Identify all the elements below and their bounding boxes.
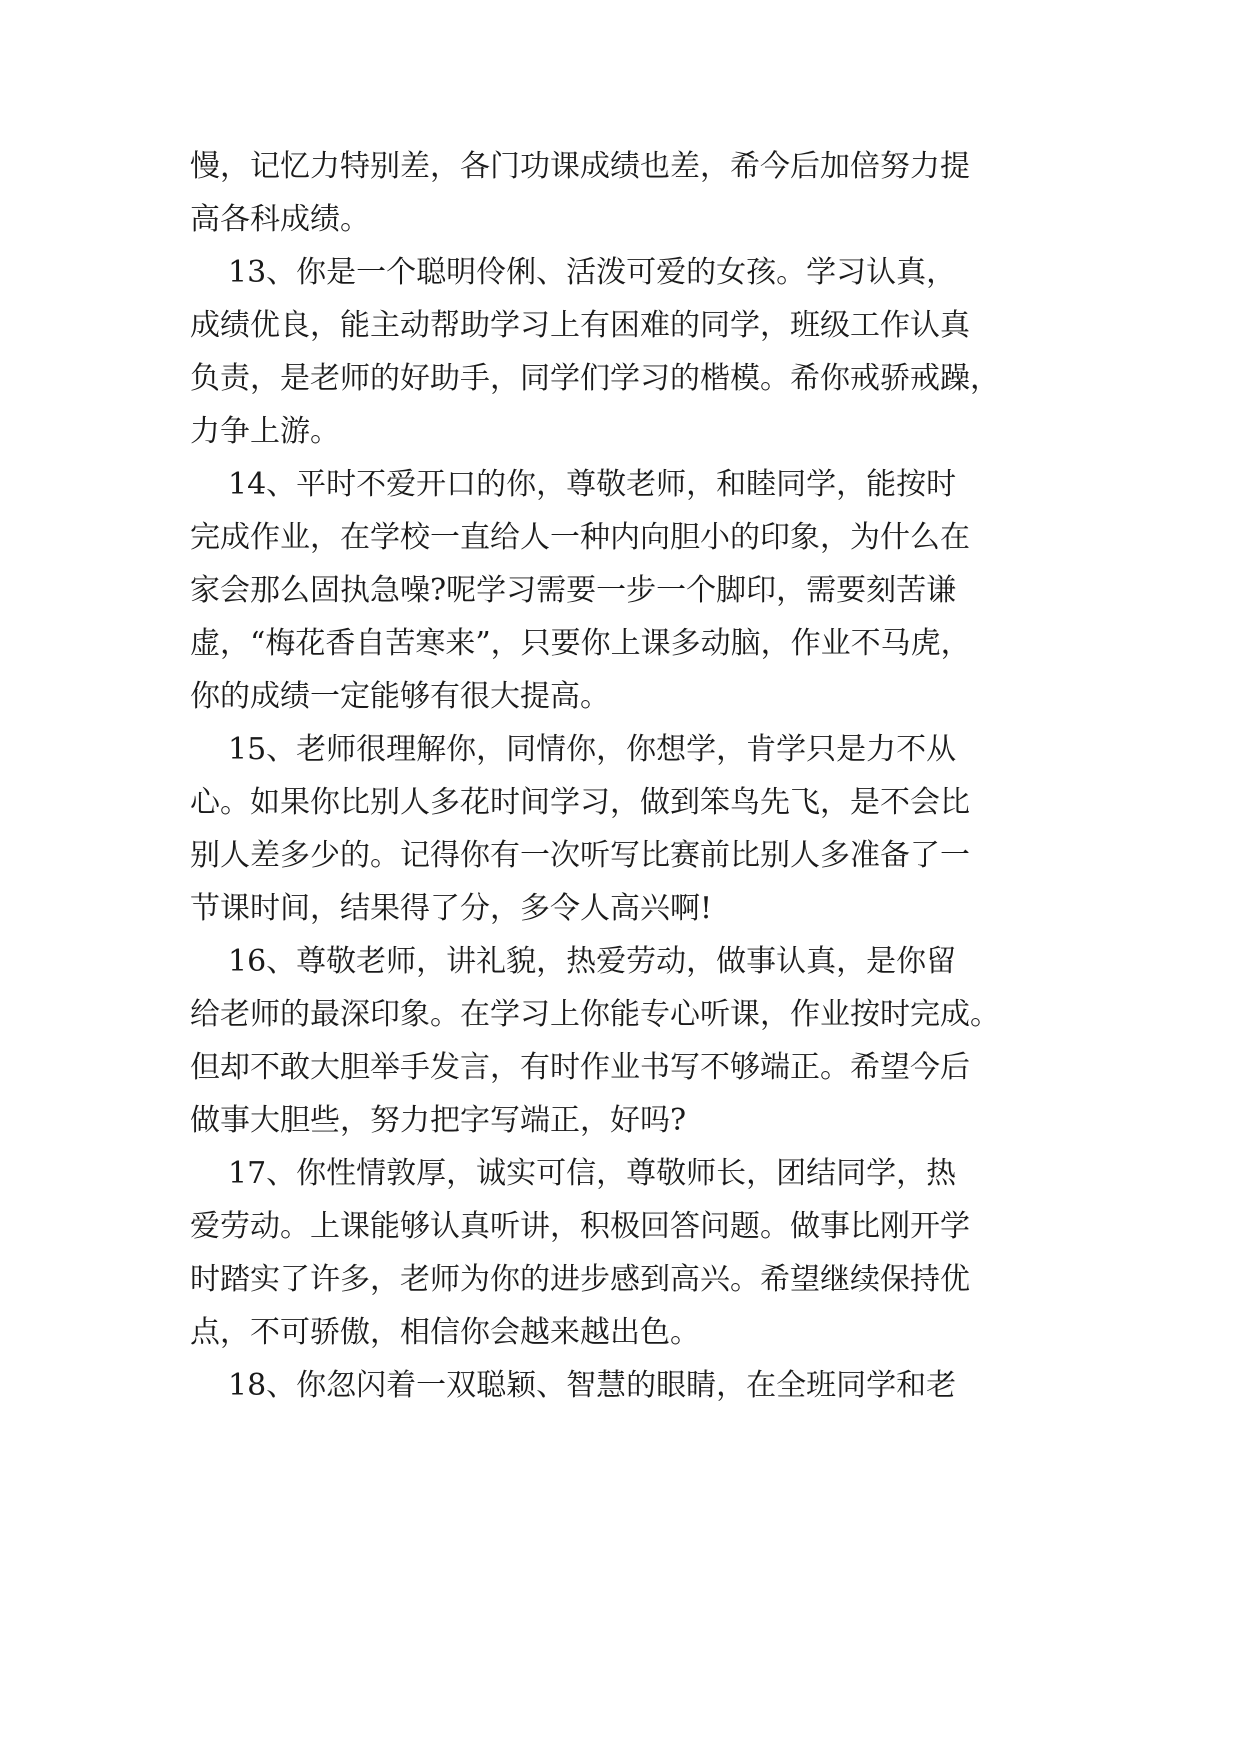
paragraph-first-line: 13、你是一个聪明伶俐、活泼可爱的女孩。学习认真， [228,255,957,290]
text-line: 爱劳动。上课能够认真听讲，积极回答问题。做事比刚开学 [190,1209,970,1244]
text-line: 成绩优良，能主动帮助学习上有困难的同学，班级工作认真 [190,308,970,343]
paragraph-first-line: 17、你性情敦厚，诚实可信，尊敬师长，团结同学，热 [228,1156,957,1191]
paragraph-first-line: 14、平时不爱开口的你，尊敬老师，和睦同学，能按时 [228,467,957,502]
text-line: 点，不可骄傲，相信你会越来越出色。 [190,1315,700,1350]
text-line: 给老师的最深印象。在学习上你能专心听课，作业按时完成。 [190,997,1000,1032]
text-line: 家会那么固执急噪?呢学习需要一步一个脚印，需要刻苦谦 [190,573,957,608]
text-line: 别人差多少的。记得你有一次听写比赛前比别人多准备了一 [190,838,970,873]
text-line: 负责，是老师的好助手，同学们学习的楷模。希你戒骄戒躁， [190,361,1000,396]
paragraph-first-line: 16、尊敬老师，讲礼貌，热爱劳动，做事认真，是你留 [228,944,957,979]
paragraph-first-line: 18、你忽闪着一双聪颖、智慧的眼睛，在全班同学和老 [228,1368,957,1403]
text-line: 你的成绩一定能够有很大提高。 [190,679,610,714]
text-line: 做事大胆些，努力把字写端正，好吗? [190,1103,687,1138]
text-line: 时踏实了许多，老师为你的进步感到高兴。希望继续保持优 [190,1262,970,1297]
text-line: 力争上游。 [190,414,340,449]
text-line: 节课时间，结果得了分，多令人高兴啊! [190,891,713,926]
text-line: 慢，记忆力特别差，各门功课成绩也差，希今后加倍努力提 [190,149,970,184]
text-line: 完成作业，在学校一直给人一种内向胆小的印象，为什么在 [190,520,970,555]
text-line: 心。如果你比别人多花时间学习，做到笨鸟先飞，是不会比 [190,785,970,820]
paragraph-first-line: 15、老师很理解你，同情你，你想学，肯学只是力不从 [228,732,957,767]
text-line: 虚，“梅花香自苦寒来”，只要你上课多动脑，作业不马虎， [190,626,971,661]
text-line: 高各科成绩。 [190,202,370,237]
text-line: 但却不敢大胆举手发言，有时作业书写不够端正。希望今后 [190,1050,970,1085]
